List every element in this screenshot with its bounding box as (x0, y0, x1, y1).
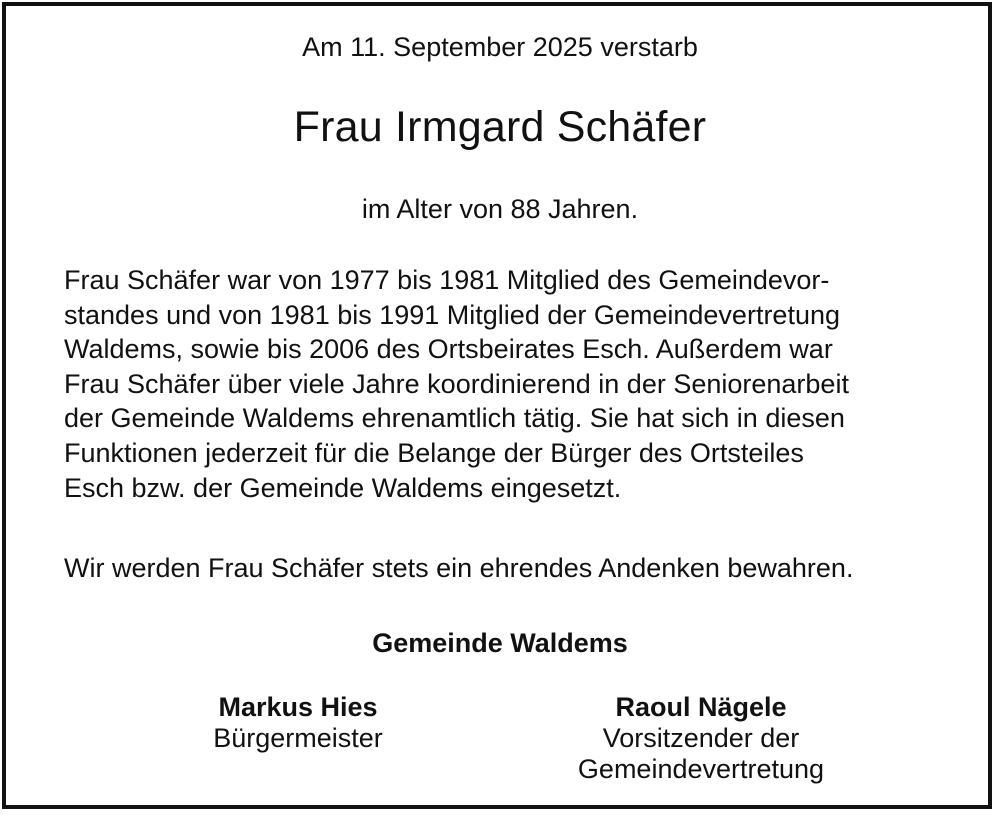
tribute-text (64, 263, 944, 505)
signatory-name: Markus Hies (218, 692, 378, 722)
deceased-name: Frau Irmgard Schäfer (293, 103, 707, 151)
signatory-role: Vorsitzender der (602, 723, 800, 753)
signatory-mayor (148, 692, 448, 754)
tribute-line: Frau Schäfer war von 1977 bis 1981 Mitglied des Gemeindevor- (64, 265, 830, 295)
tribute-line: Frau Schäfer über viele Jahre koordinierend in der Seniorenarbeit (64, 368, 849, 399)
tribute-line: standes und von 1981 bis 1991 Mitglied der Gemeindevertretung (64, 299, 840, 330)
signatory-role: Bürgermeister (213, 723, 383, 753)
organization-name: Gemeinde Waldems (372, 628, 628, 658)
tribute-line: Waldems, sowie bis 2006 des Ortsbeirates Esch. Außerdem war (64, 334, 833, 365)
signatory-role: Gemeindevertretung (577, 754, 825, 784)
signatory-chair (551, 692, 851, 785)
signatory-name: Raoul Nägele (615, 692, 787, 722)
tribute-line: Funktionen jederzeit für die Belange der Bürger des Ortsteiles (64, 437, 804, 468)
closing-statement: Wir werden Frau Schäfer stets ein ehrendes Andenken bewahren. (64, 553, 854, 583)
death-date-intro: Am 11. September 2025 verstarb (302, 32, 698, 62)
tribute-line: der Gemeinde Waldems ehrenamtlich tätig. Sie hat sich in diesen (64, 403, 845, 434)
age-line: im Alter von 88 Jahren. (361, 194, 639, 224)
tribute-line: Esch bzw. der Gemeinde Waldems eingesetzt. (64, 472, 622, 503)
